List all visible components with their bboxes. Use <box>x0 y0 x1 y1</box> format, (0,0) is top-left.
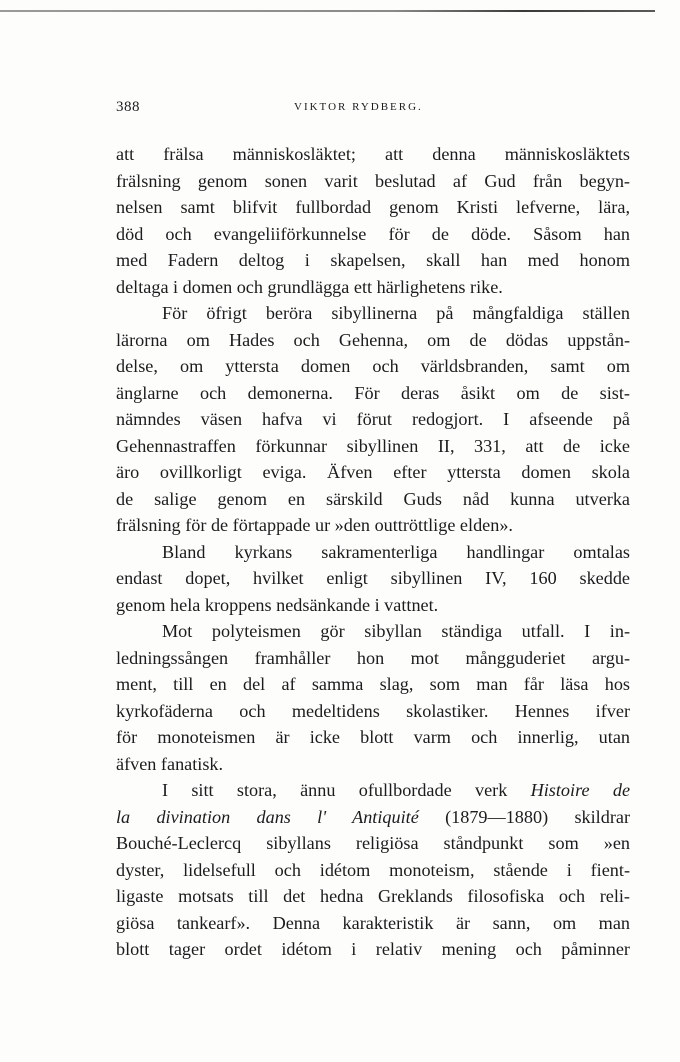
page-header <box>116 99 630 123</box>
text-line: för monoteismen är icke blott varm och innerlig, utan <box>116 727 630 747</box>
top-rule <box>0 10 655 12</box>
text-line: För öfrigt beröra sibyllinerna på mångfaldiga ställen <box>162 303 630 323</box>
text-line: deltaga i domen och grundlägga ett härlighetens rike. <box>116 276 503 297</box>
text-line: Bland kyrkans sakramenterliga handlingar omtalas <box>162 541 630 562</box>
text-line: ledningssången framhåller hon mot mångguderiet argu- <box>116 647 630 668</box>
text-line: Gehennastraffen förkunnar sibyllinen II, 331, att de icke <box>116 435 630 456</box>
text-line: ligaste motsats till det hedna Greklands filosofiska och reli- <box>116 886 630 906</box>
text-line: nelsen samt blifvit fullbordad genom Kristi lefverne, lära, <box>116 197 630 217</box>
text-line: äfven fanatisk. <box>116 753 224 774</box>
text-line: Mot polyteismen gör sibyllan ständiga utfall. I in- <box>162 621 630 641</box>
text-line: delse, om yttersta domen och världsbranden, samt om <box>116 356 630 376</box>
text-line: lärorna om Hades och Gehenna, om de dödas uppstån- <box>116 329 630 350</box>
text-line: blott tager ordet idétom i relativ mening och påminner <box>116 939 630 959</box>
text-line: ment, till en del af samma slag, som man får läsa hos <box>116 674 630 694</box>
page-number: 388 <box>116 99 140 115</box>
text-line: dyster, lidelsefull och idétom monoteism, stående i fient- <box>116 859 630 880</box>
text-line <box>116 777 630 804</box>
text-line: kyrkofäderna och medeltidens skolastiker. Hennes ifver <box>116 700 630 721</box>
running-head: VIKTOR RYDBERG. <box>294 101 423 113</box>
text-line: frälsning genom sonen varit beslutad af Gud från begyn- <box>116 170 630 191</box>
book-title-italic: la divination dans l' Antiquité <box>116 806 419 827</box>
text-line: Bouché-Leclercq sibyllans religiösa ståndpunkt som »en <box>116 833 630 853</box>
text-line: med Fadern deltog i skapelsen, skall han med honom <box>116 250 630 270</box>
text-line: änglarne och demonerna. För deras åsikt om de sist- <box>116 382 630 403</box>
text-line: giösa tankearf». Denna karakteristik är sann, om man <box>116 912 630 933</box>
text-span: (1879—1880) skildrar <box>445 806 631 827</box>
text-line: äro ovillkorligt eviga. Äfven efter yttersta domen skola <box>116 462 630 482</box>
text-line: frälsning för de förtappade ur »den outtröttlige elden». <box>116 515 513 535</box>
text-line <box>116 804 630 831</box>
book-title-italic: Histoire de <box>530 780 631 800</box>
body-text <box>116 141 630 963</box>
text-span: I sitt stora, ännu ofullbordade verk <box>162 780 508 800</box>
text-line: genom hela kroppens nedsänkande i vattnet. <box>116 594 439 615</box>
text-line: död och evangeliiförkunnelse för de döde. Såsom han <box>116 223 630 244</box>
text-line: de salige genom en särskild Guds nåd kunna utverka <box>116 488 630 509</box>
text-line: endast dopet, hvilket enligt sibyllinen IV, 160 skedde <box>116 568 630 588</box>
text-line: nämndes väsen hafva vi förut redogjort. I afseende på <box>116 409 630 429</box>
text-line: att frälsa människosläktet; att denna människosläktets <box>116 144 630 164</box>
